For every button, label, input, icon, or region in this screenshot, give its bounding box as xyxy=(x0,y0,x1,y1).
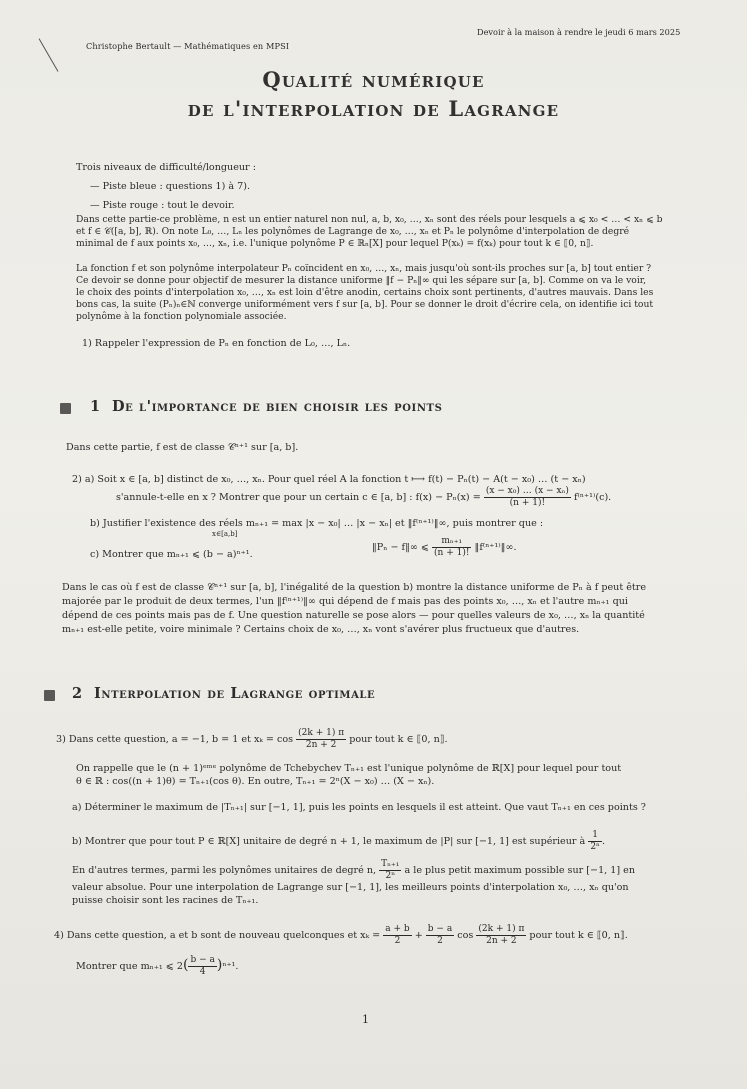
intro-p2-line1: La fonction f et son polynôme interpolateur Pₙ coïncident en x₀, …, xₙ, mais jusqu'où sont-ils proches sur [a, b] tout entier ? xyxy=(76,263,652,274)
question-3-text: 3) Dans cette question, a = −1, b = 1 et xₖ = cos xyxy=(56,734,294,745)
section-1-bullet xyxy=(60,403,71,414)
question-3-fraction xyxy=(296,728,346,751)
question-4-frac3-den: 2n + 2 xyxy=(486,936,517,946)
inequality-fraction xyxy=(432,536,471,559)
question-1: 1) Rappeler l'expression de Pₙ en fonction de L₀, …, Lₙ. xyxy=(82,338,351,349)
question-2a-numerator: (x − x₀) … (x − xₙ) xyxy=(485,486,569,496)
question-2b-inequality xyxy=(372,536,517,559)
question-3b-line1 xyxy=(72,830,605,853)
intro-p1-line2: et f ∈ 𝒞([a, b], ℝ). On note L₀, …, Lₙ les polynômes de Lagrange de x₀, …, xₙ et Pₙ le polynôme d'interpolation de degré xyxy=(76,226,630,237)
section-1-heading xyxy=(90,398,442,415)
header-author: Christophe Bertault — Mathématiques en MPSI xyxy=(86,41,290,51)
question-3-numerator: (2k + 1) π xyxy=(298,728,345,738)
question-3-line2: On rappelle que le (n + 1)ᵉᵐᵉ polynôme de Tchebychev Tₙ₊₁ est l'unique polynôme de ℝ[X] pour lequel pour tout xyxy=(76,763,622,774)
question-3b-line2 xyxy=(72,859,635,882)
question-3b-denominator: 2ⁿ xyxy=(590,842,600,852)
question-4-line2-text: Montrer que mₙ₊₁ ⩽ 2 xyxy=(76,961,183,972)
tchebychev-numerator: Tₙ₊₁ xyxy=(381,859,400,869)
section-1-para-line1: Dans le cas où f est de classe 𝒞ⁿ⁺¹ sur [a, b], l'inégalité de la question b) montre la distance uniforme de Pₙ à f peut être xyxy=(62,582,647,593)
question-3b-fraction xyxy=(588,830,602,853)
question-2a-text: s'annule-t-elle en x ? Montrer que pour un certain c ∈ [a, b] : f(x) − Pₙ(x) = xyxy=(116,492,481,503)
question-4-line2 xyxy=(76,955,238,978)
tchebychev-denominator: 2ⁿ xyxy=(385,871,396,881)
question-4-frac3 xyxy=(476,924,526,947)
question-2a-derivative: f⁽ⁿ⁺¹⁾(c). xyxy=(574,492,612,503)
question-3-denominator: 2n + 2 xyxy=(305,740,337,750)
question-2a-fraction xyxy=(484,486,571,509)
question-4-range: pour tout k ∈ ⟦0, n⟧. xyxy=(529,930,628,941)
inequality-numerator: mₙ₊₁ xyxy=(432,536,471,548)
inequality-denominator: (n + 1)! xyxy=(434,548,470,558)
question-4-bound-fraction xyxy=(188,955,216,978)
section-1-title: De l'importance de bien choisir les points xyxy=(112,398,443,415)
section-2-heading xyxy=(72,685,375,702)
title-line-1: Qualité numérique xyxy=(262,67,485,92)
close-paren: ) xyxy=(216,957,223,973)
question-4-frac1-num: a + b xyxy=(385,924,410,934)
intro-p1-line1: Dans cette partie-ce problème, n est un entier naturel non nul, a, b, x₀, …, xₙ sont des réels pour lesquels a ⩽ x₀ < … < xₙ ⩽ b xyxy=(76,214,663,225)
intro-p2-line3: le choix des points d'interpolation x₀, …, xₙ est loin d'être anodin, certains choix sont pertinents, d'autres mauvais. Dans les xyxy=(76,287,654,298)
question-2b-max-subscript: x∈[a,b] xyxy=(212,530,238,538)
inequality-left: ‖Pₙ − f‖∞ ⩽ xyxy=(372,542,429,553)
question-4-bound-den: 4 xyxy=(199,967,206,977)
question-3a: a) Déterminer le maximum de |Tₙ₊₁| sur [−1, 1], puis les points en lesquels il est atteint. Que vaut Tₙ₊₁ en ces points ? xyxy=(72,802,646,813)
question-4-frac2-den: 2 xyxy=(437,936,443,946)
levels-heading: Trois niveaux de difficulté/longueur : xyxy=(76,162,256,173)
question-4-frac2-num: b − a xyxy=(427,924,453,934)
intro-p2-line5: polynôme à la fonction polynomiale associée. xyxy=(76,311,287,322)
level-red: — Piste rouge : tout le devoir. xyxy=(90,200,235,211)
question-4-frac2 xyxy=(426,924,454,947)
tchebychev-fraction xyxy=(379,859,401,882)
question-4-frac1 xyxy=(383,924,411,947)
question-4-plus: + xyxy=(414,930,423,941)
question-3b-line3: valeur absolue. Pour une interpolation de Lagrange sur [−1, 1], les meilleurs points d'interpolation x₀, …, xₙ qu'on xyxy=(72,882,629,893)
title-line-2: de l'interpolation de Lagrange xyxy=(187,96,560,121)
question-2a-denominator: (n + 1)! xyxy=(509,498,546,508)
section-1-number: 1 xyxy=(90,398,101,415)
question-2a-line1: 2) a) Soit x ∈ [a, b] distinct de x₀, …, xₙ. Pour quel réel A la fonction t ⟼ f(t) − Pₙ(t) − A(t − x₀) … (t − xₙ) xyxy=(72,474,586,485)
section-1-para-line3: dépend de ces points mais pas de f. Une question naturelle se pose alors — pour quelles valeurs de x₀, …, xₙ la quantité xyxy=(62,610,645,621)
section-1-intro: Dans cette partie, f est de classe 𝒞ⁿ⁺¹ sur [a, b]. xyxy=(66,442,299,453)
intro-p2-line2: Ce devoir se donne pour objectif de mesurer la distance uniforme ‖f − Pₙ‖∞ qui les sépare sur [a, b]. Comme on va le voir, xyxy=(76,275,647,286)
question-3b-line2-end: a le plus petit maximum possible sur [−1, 1] en xyxy=(404,865,636,876)
question-4-line1 xyxy=(54,924,628,947)
question-4-text: 4) Dans cette question, a et b sont de nouveau quelconques et xₖ = xyxy=(54,930,381,941)
question-3b-line4: puisse choisir sont les racines de Tₙ₊₁. xyxy=(72,895,259,906)
question-3b-period: . xyxy=(601,836,606,847)
question-2b: b) Justifier l'existence des réels mₙ₊₁ = max |x − x₀| … |x − xₙ| et ‖f⁽ⁿ⁺¹⁾‖∞, puis montrer que : xyxy=(90,518,544,529)
question-3-range: pour tout k ∈ ⟦0, n⟧. xyxy=(349,734,448,745)
intro-p2-line4: bons cas, la suite (Pₙ)ₙ∈ℕ converge uniformément vers f sur [a, b]. Pour se donner le droit d'écrire cela, on identifie ici tout xyxy=(76,299,654,310)
inequality-right: ‖f⁽ⁿ⁺¹⁾‖∞. xyxy=(474,542,517,553)
question-3-line1 xyxy=(56,728,448,751)
question-3b-numerator: 1 xyxy=(588,830,602,842)
question-3-line3: θ ∈ ℝ : cos((n + 1)θ) = Tₙ₊₁(cos θ). En outre, Tₙ₊₁ = 2ⁿ(X − x₀) … (X − xₙ). xyxy=(76,776,435,787)
page-number: 1 xyxy=(362,1013,369,1026)
question-3b-text: b) Montrer que pour tout P ∈ ℝ[X] unitaire de degré n + 1, le maximum de |P| sur [−1, 1] est supérieur à xyxy=(72,836,586,847)
question-2c: c) Montrer que mₙ₊₁ ⩽ (b − a)ⁿ⁺¹. xyxy=(90,549,253,560)
section-2-bullet xyxy=(44,690,55,701)
question-3b-line2-text: En d'autres termes, parmi les polynômes unitaires de degré n, xyxy=(72,865,377,876)
question-4-frac1-den: 2 xyxy=(394,936,401,946)
header-due-date: Devoir à la maison à rendre le jeudi 6 mars 2025 xyxy=(477,27,681,37)
section-1-para-line4: mₙ₊₁ est-elle petite, voire minimale ? Certains choix de x₀, …, xₙ vont s'avérer plus fructueux que d'autres. xyxy=(62,624,580,635)
question-4-exponent: ⁿ⁺¹. xyxy=(222,961,239,972)
section-1-para-line2: majorée par le produit de deux termes, l'un ‖f⁽ⁿ⁺¹⁾‖∞ qui dépend de f mais pas des points x₀, …, xₙ et l'autre mₙ₊₁ qui xyxy=(62,596,628,607)
question-4-frac3-num: (2k + 1) π xyxy=(478,924,525,934)
level-blue: — Piste bleue : questions 1) à 7). xyxy=(90,181,251,192)
open-paren: ( xyxy=(182,957,189,973)
question-2a-line2 xyxy=(116,486,611,509)
question-4-cos: cos xyxy=(457,930,474,941)
section-2-title: Interpolation de Lagrange optimale xyxy=(94,685,376,702)
intro-p1-line3: minimal de f aux points x₀, …, xₙ, i.e. l'unique polynôme P ∈ ℝₙ[X] pour lequel P(xₖ) = f(xₖ) pour tout k ∈ ⟦0, n⟧. xyxy=(76,238,594,249)
question-4-bound-num: b − a xyxy=(190,955,215,965)
section-2-number: 2 xyxy=(72,685,83,702)
